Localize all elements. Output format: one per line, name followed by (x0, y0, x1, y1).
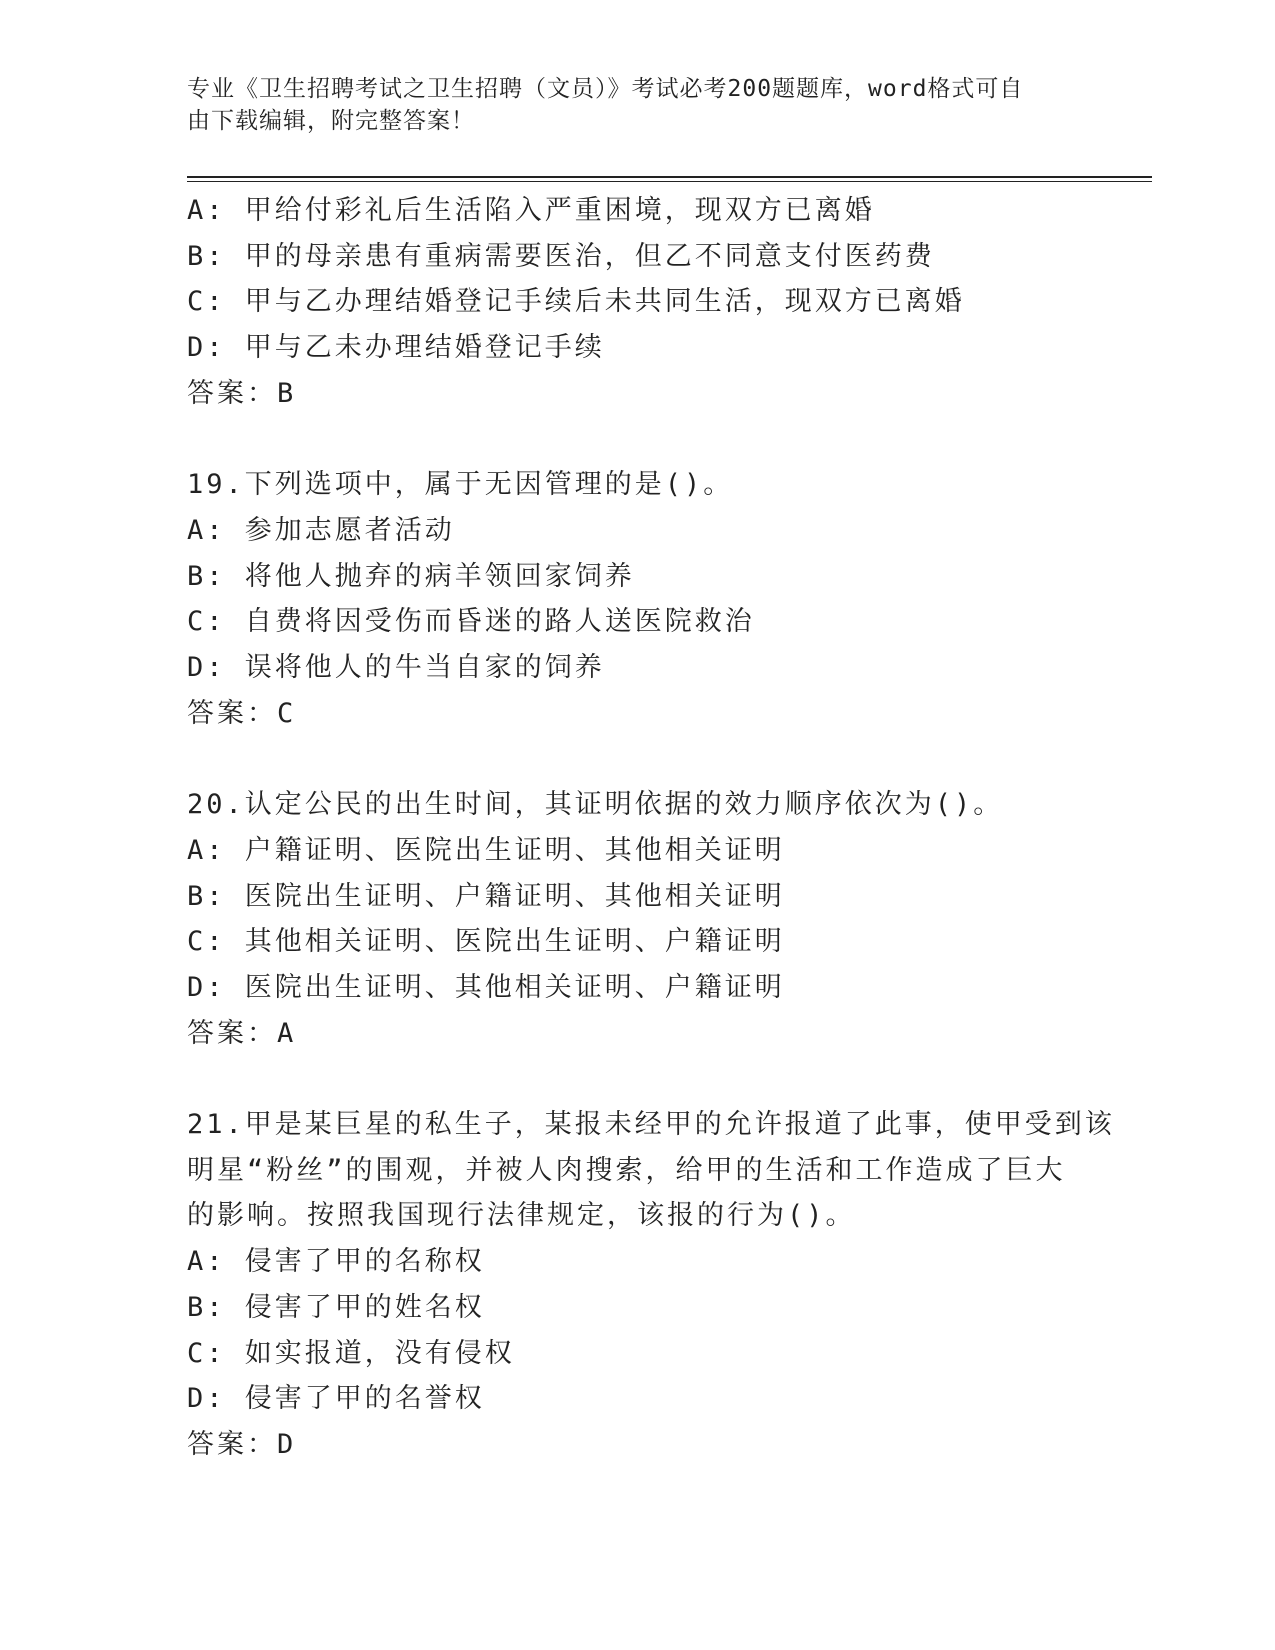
question-stem-line-2: 明星“粉丝”的围观，并被人肉搜索，给甲的生活和工作造成了巨大 (187, 1154, 1066, 1186)
answer: 答案：C (187, 697, 297, 729)
document-header (187, 73, 1067, 137)
option-b: B: 甲的母亲患有重病需要医治，但乙不同意支付医药费 (187, 240, 935, 272)
question-stem-line-3: 的影响。按照我国现行法律规定，该报的行为()。 (187, 1200, 856, 1232)
question-21 (187, 1102, 1115, 1468)
question-20 (187, 782, 1087, 1056)
option-a: A: 户籍证明、医院出生证明、其他相关证明 (187, 834, 785, 866)
question-19 (187, 462, 1087, 736)
option-b: B: 侵害了甲的姓名权 (187, 1291, 485, 1323)
option-d: D: 误将他人的牛当自家的饲养 (187, 652, 605, 684)
option-b: B: 医院出生证明、户籍证明、其他相关证明 (187, 880, 785, 912)
question-stem-line-1: 21.甲是某巨星的私生子，某报未经甲的允许报道了此事，使甲受到该 (187, 1109, 1115, 1141)
option-c: C: 其他相关证明、医院出生证明、户籍证明 (187, 926, 785, 958)
answer: 答案：B (187, 377, 297, 409)
question-stem: 20.认定公民的出生时间，其证明依据的效力顺序依次为()。 (187, 789, 1004, 821)
question-18 (187, 188, 1087, 417)
header-line-1: 专业《卫生招聘考试之卫生招聘（文员）》考试必考200题题库，word格式可自 (187, 76, 1024, 102)
spacer (187, 417, 1087, 463)
option-d: D: 甲与乙未办理结婚登记手续 (187, 332, 605, 364)
answer: 答案：A (187, 1017, 297, 1049)
spacer (187, 1056, 1087, 1102)
option-c: C: 如实报道，没有侵权 (187, 1337, 515, 1369)
answer: 答案：D (187, 1428, 297, 1460)
option-b: B: 将他人抛弃的病羊领回家饲养 (187, 560, 635, 592)
option-c: C: 甲与乙办理结婚登记手续后未共同生活，现双方已离婚 (187, 286, 965, 318)
option-a: A: 参加志愿者活动 (187, 514, 455, 546)
option-a: A: 侵害了甲的名称权 (187, 1246, 485, 1278)
option-d: D: 医院出生证明、其他相关证明、户籍证明 (187, 971, 785, 1003)
question-stem: 19.下列选项中，属于无因管理的是()。 (187, 469, 734, 501)
header-divider-thin (187, 181, 1152, 182)
spacer (187, 736, 1087, 782)
header-divider-thick (187, 176, 1152, 178)
header-line-2: 由下载编辑，附完整答案！ (187, 108, 475, 134)
option-a: A: 甲给付彩礼后生活陷入严重困境，现双方已离婚 (187, 195, 875, 226)
option-c: C: 自费将因受伤而昏迷的路人送医院救治 (187, 606, 755, 638)
option-d: D: 侵害了甲的名誉权 (187, 1383, 485, 1415)
question-list (187, 188, 1115, 1468)
